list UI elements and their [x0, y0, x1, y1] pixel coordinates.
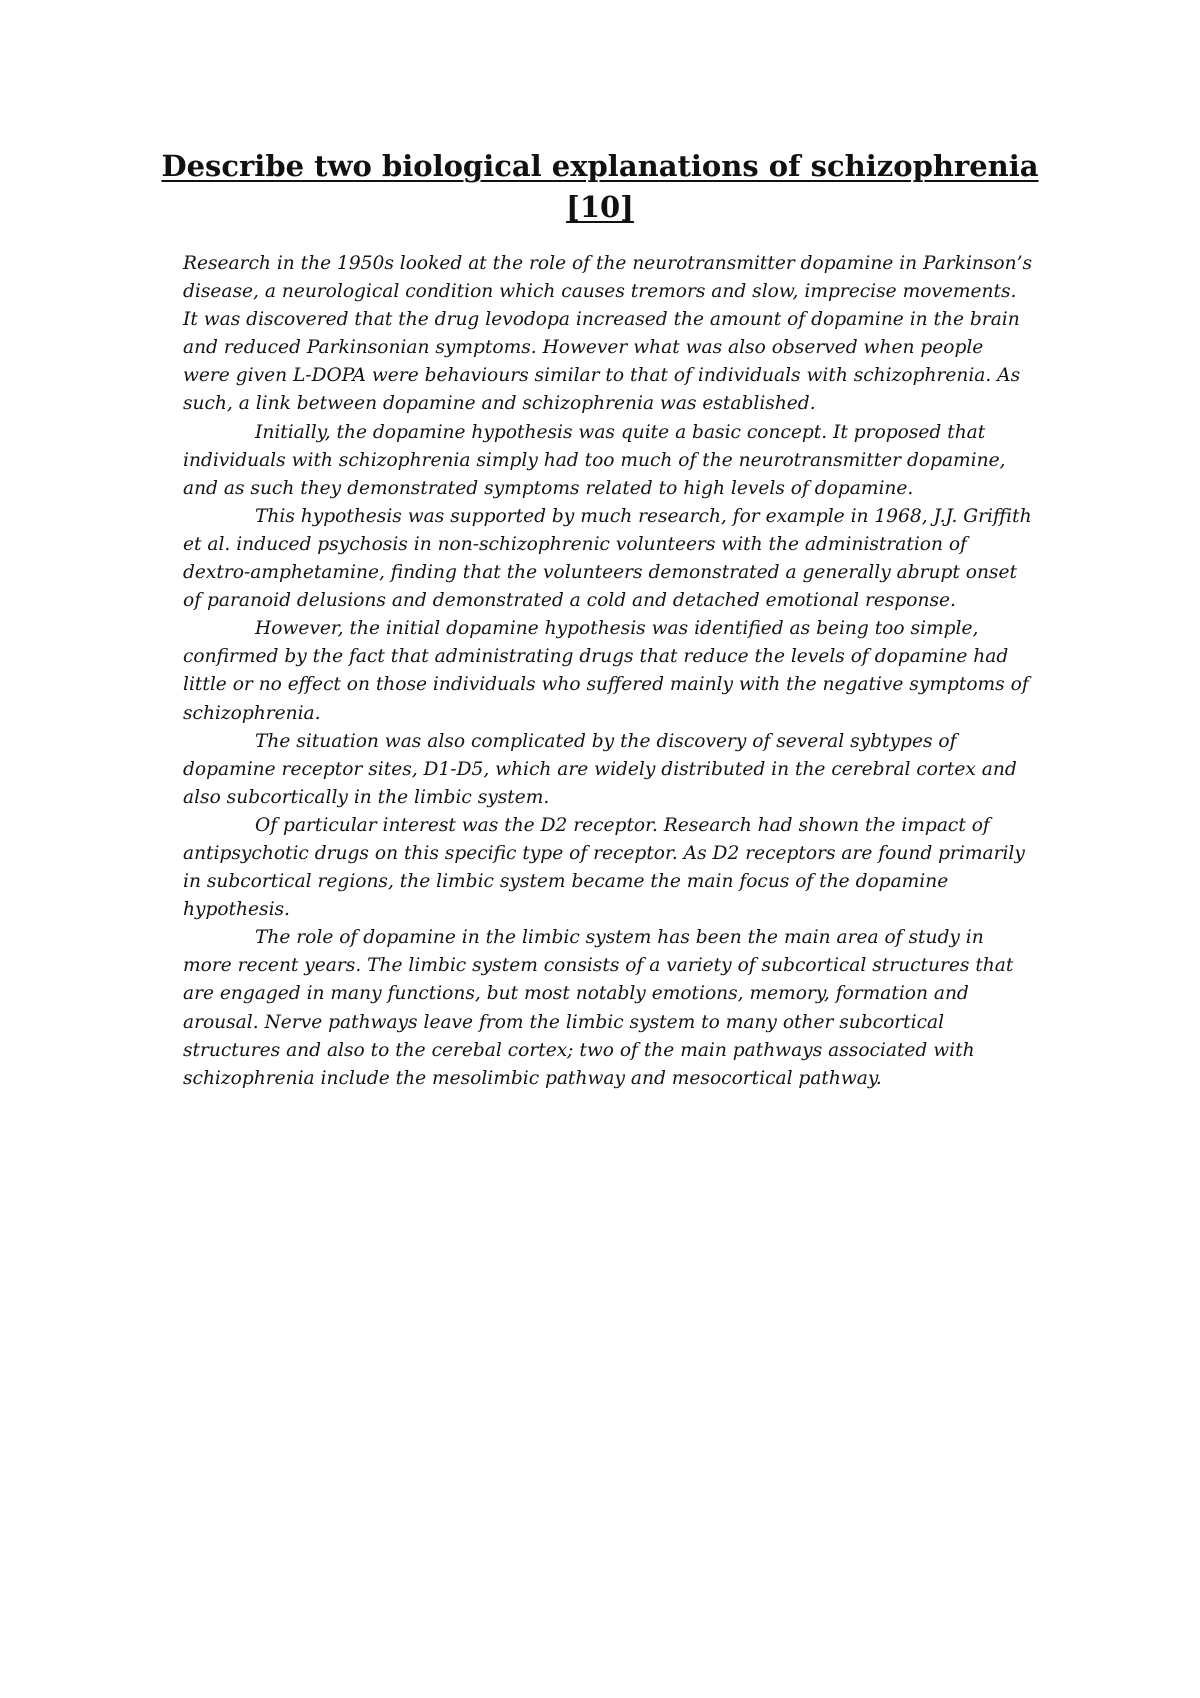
paragraph-1: Research in the 1950s looked at the role of the neurotransmitter dopamine in Parkinson’s disease, a neurological condition which causes tremors and slow, imprecise movements. It was discovered that the drug levodopa increased the amount of dopamine in the brain and reduced Parkinsonian symptoms. However what was also observed when people were given L-DOPA were behaviours similar to that of individuals with schizophrenia. As such, a link between dopamine and schizophrenia was established.	[183, 253, 1033, 415]
title-line-2: [10]	[566, 190, 634, 224]
paragraph-7: The role of dopamine in the limbic system has been the main area of study in more recent years. The limbic system consists of a variety of subcortical structures that are engaged in many functions, but most notably emotions, memory, formation and arousal. Nerve pathways leave from the limbic system to many other subcortical structures and also to the cerebal cortex; two of the main pathways associated with schizophrenia include the mesolimbic pathway and mesocortical pathway.	[183, 927, 1014, 1089]
title-line-1: Describe two biological explanations of schizophrenia	[161, 149, 1039, 183]
document-title	[150, 146, 1050, 228]
paragraph-5: The situation was also complicated by the discovery of several sybtypes of dopamine receptor sites, D1-D5, which are widely distributed in the cerebral cortex and also subcortically in the limbic system.	[183, 730, 1017, 808]
paragraph-6: Of particular interest was the D2 receptor. Research had shown the impact of antipsychotic drugs on this specific type of receptor. As D2 receptors are found primarily in subcortical regions, the limbic system became the main focus of the dopamine hypothesis.	[183, 814, 1025, 921]
paragraph-2: Initially, the dopamine hypothesis was quite a basic concept. It proposed that individuals with schizophrenia simply had too much of the neurotransmitter dopamine, and as such they demonstrated symptoms related to high levels of dopamine.	[183, 421, 1006, 499]
paragraph-4: However, the initial dopamine hypothesis was identified as being too simple, confirmed by the fact that administrating drugs that reduce the levels of dopamine had little or no effect on those individuals who suffered mainly with the negative symptoms of schizophrenia.	[183, 618, 1029, 724]
paragraph-3: This hypothesis was supported by much research, for example in 1968, J.J. Griffith et al. induced psychosis in non-schizophrenic volunteers with the administration of dextro-amphetamine, finding that the volunteers demonstrated a generally abrupt onset of paranoid delusions and demonstrated a cold and detached emotional response.	[183, 505, 1032, 612]
document-body	[183, 250, 1033, 1093]
